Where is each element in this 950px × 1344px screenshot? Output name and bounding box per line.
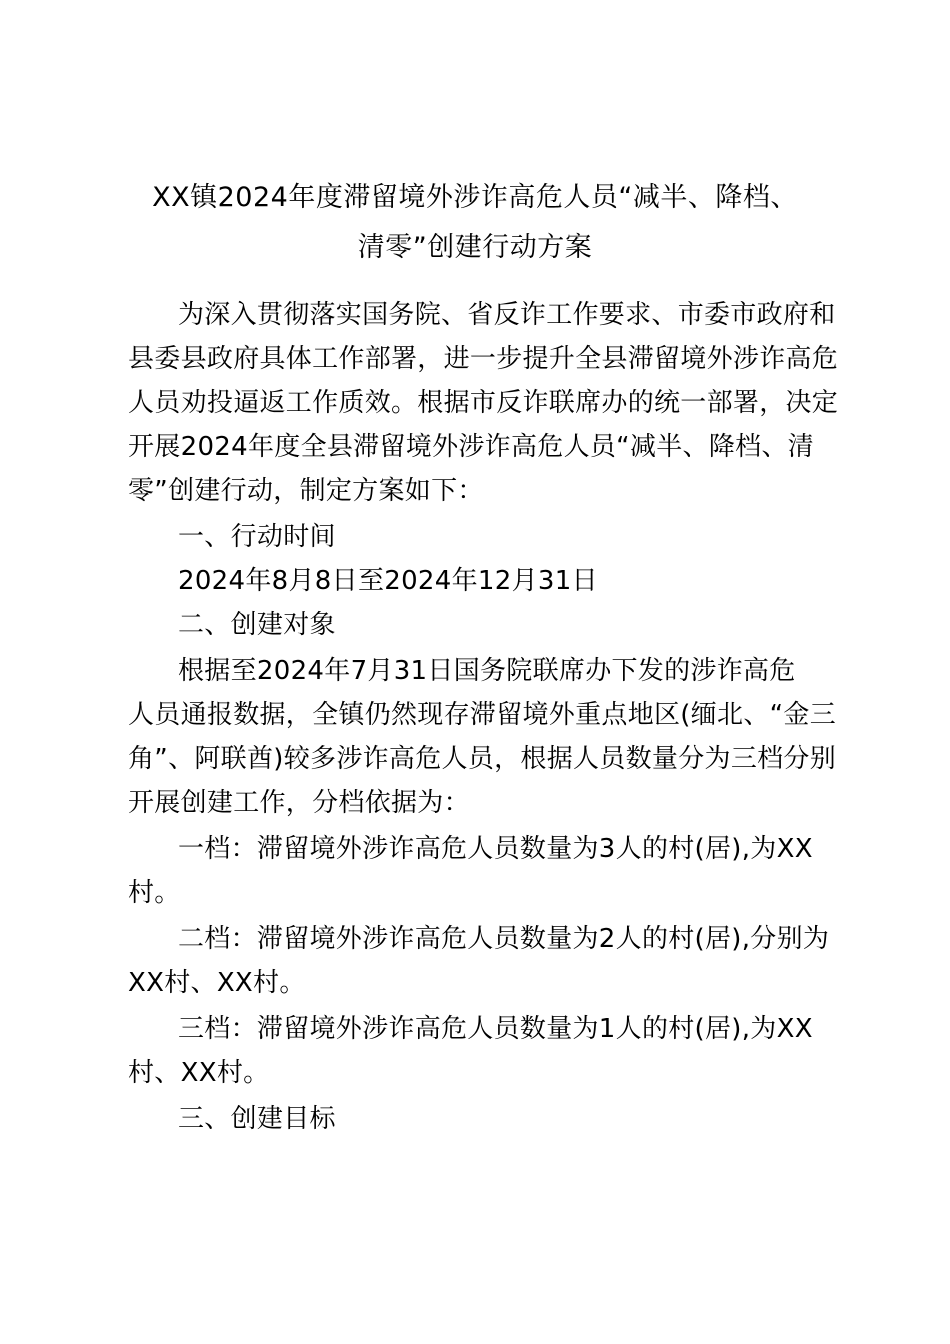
action-time-range: 2024年8月8日至2024年12月31日: [178, 566, 598, 596]
paragraph-targets-line-1: 根据至2024年7月31日国务院联席办下发的涉诈高危: [178, 656, 796, 686]
paragraph-targets-line-4: 开展创建工作，分档依据为：: [128, 788, 470, 818]
paragraph-intro-line-5: 零”创建行动，制定方案如下：: [128, 476, 484, 506]
paragraph-intro-line-2: 县委县政府具体工作部署，进一步提升全县滞留境外涉诈高危: [128, 344, 839, 374]
tier-three-line-1: 三档：滞留境外涉诈高危人员数量为1人的村(居),为XX: [178, 1014, 813, 1044]
paragraph-intro-line-3: 人员劝投逼返工作质效。根据市反诈联席办的统一部署，决定: [128, 388, 839, 418]
section-heading-action-time: 一、行动时间: [178, 522, 336, 552]
paragraph-intro-line-4: 开展2024年度全县滞留境外涉诈高危人员“减半、降档、清: [128, 432, 815, 462]
tier-one-line-1: 一档：滞留境外涉诈高危人员数量为3人的村(居),为XX: [178, 834, 813, 864]
section-heading-targets: 二、创建对象: [178, 610, 336, 640]
paragraph-intro-line-1: 为深入贯彻落实国务院、省反诈工作要求、市委市政府和: [178, 300, 836, 330]
document-title-line-2: 清零”创建行动方案: [357, 232, 593, 263]
tier-two-line-1: 二档：滞留境外涉诈高危人员数量为2人的村(居),分别为: [178, 924, 830, 954]
tier-three-line-2: 村、XX村。: [128, 1058, 270, 1088]
tier-one-line-2: 村。: [128, 878, 181, 908]
section-heading-goals: 三、创建目标: [178, 1104, 336, 1134]
tier-two-line-2: XX村、XX村。: [128, 968, 306, 998]
document-title-line-1: XX镇2024年度滞留境外涉诈高危人员“减半、降档、: [152, 182, 798, 213]
paragraph-targets-line-2: 人员通报数据，全镇仍然现存滞留境外重点地区(缅北、“金三: [128, 700, 837, 730]
paragraph-targets-line-3: 角”、阿联酋)较多涉诈高危人员，根据人员数量分为三档分别: [128, 744, 837, 774]
